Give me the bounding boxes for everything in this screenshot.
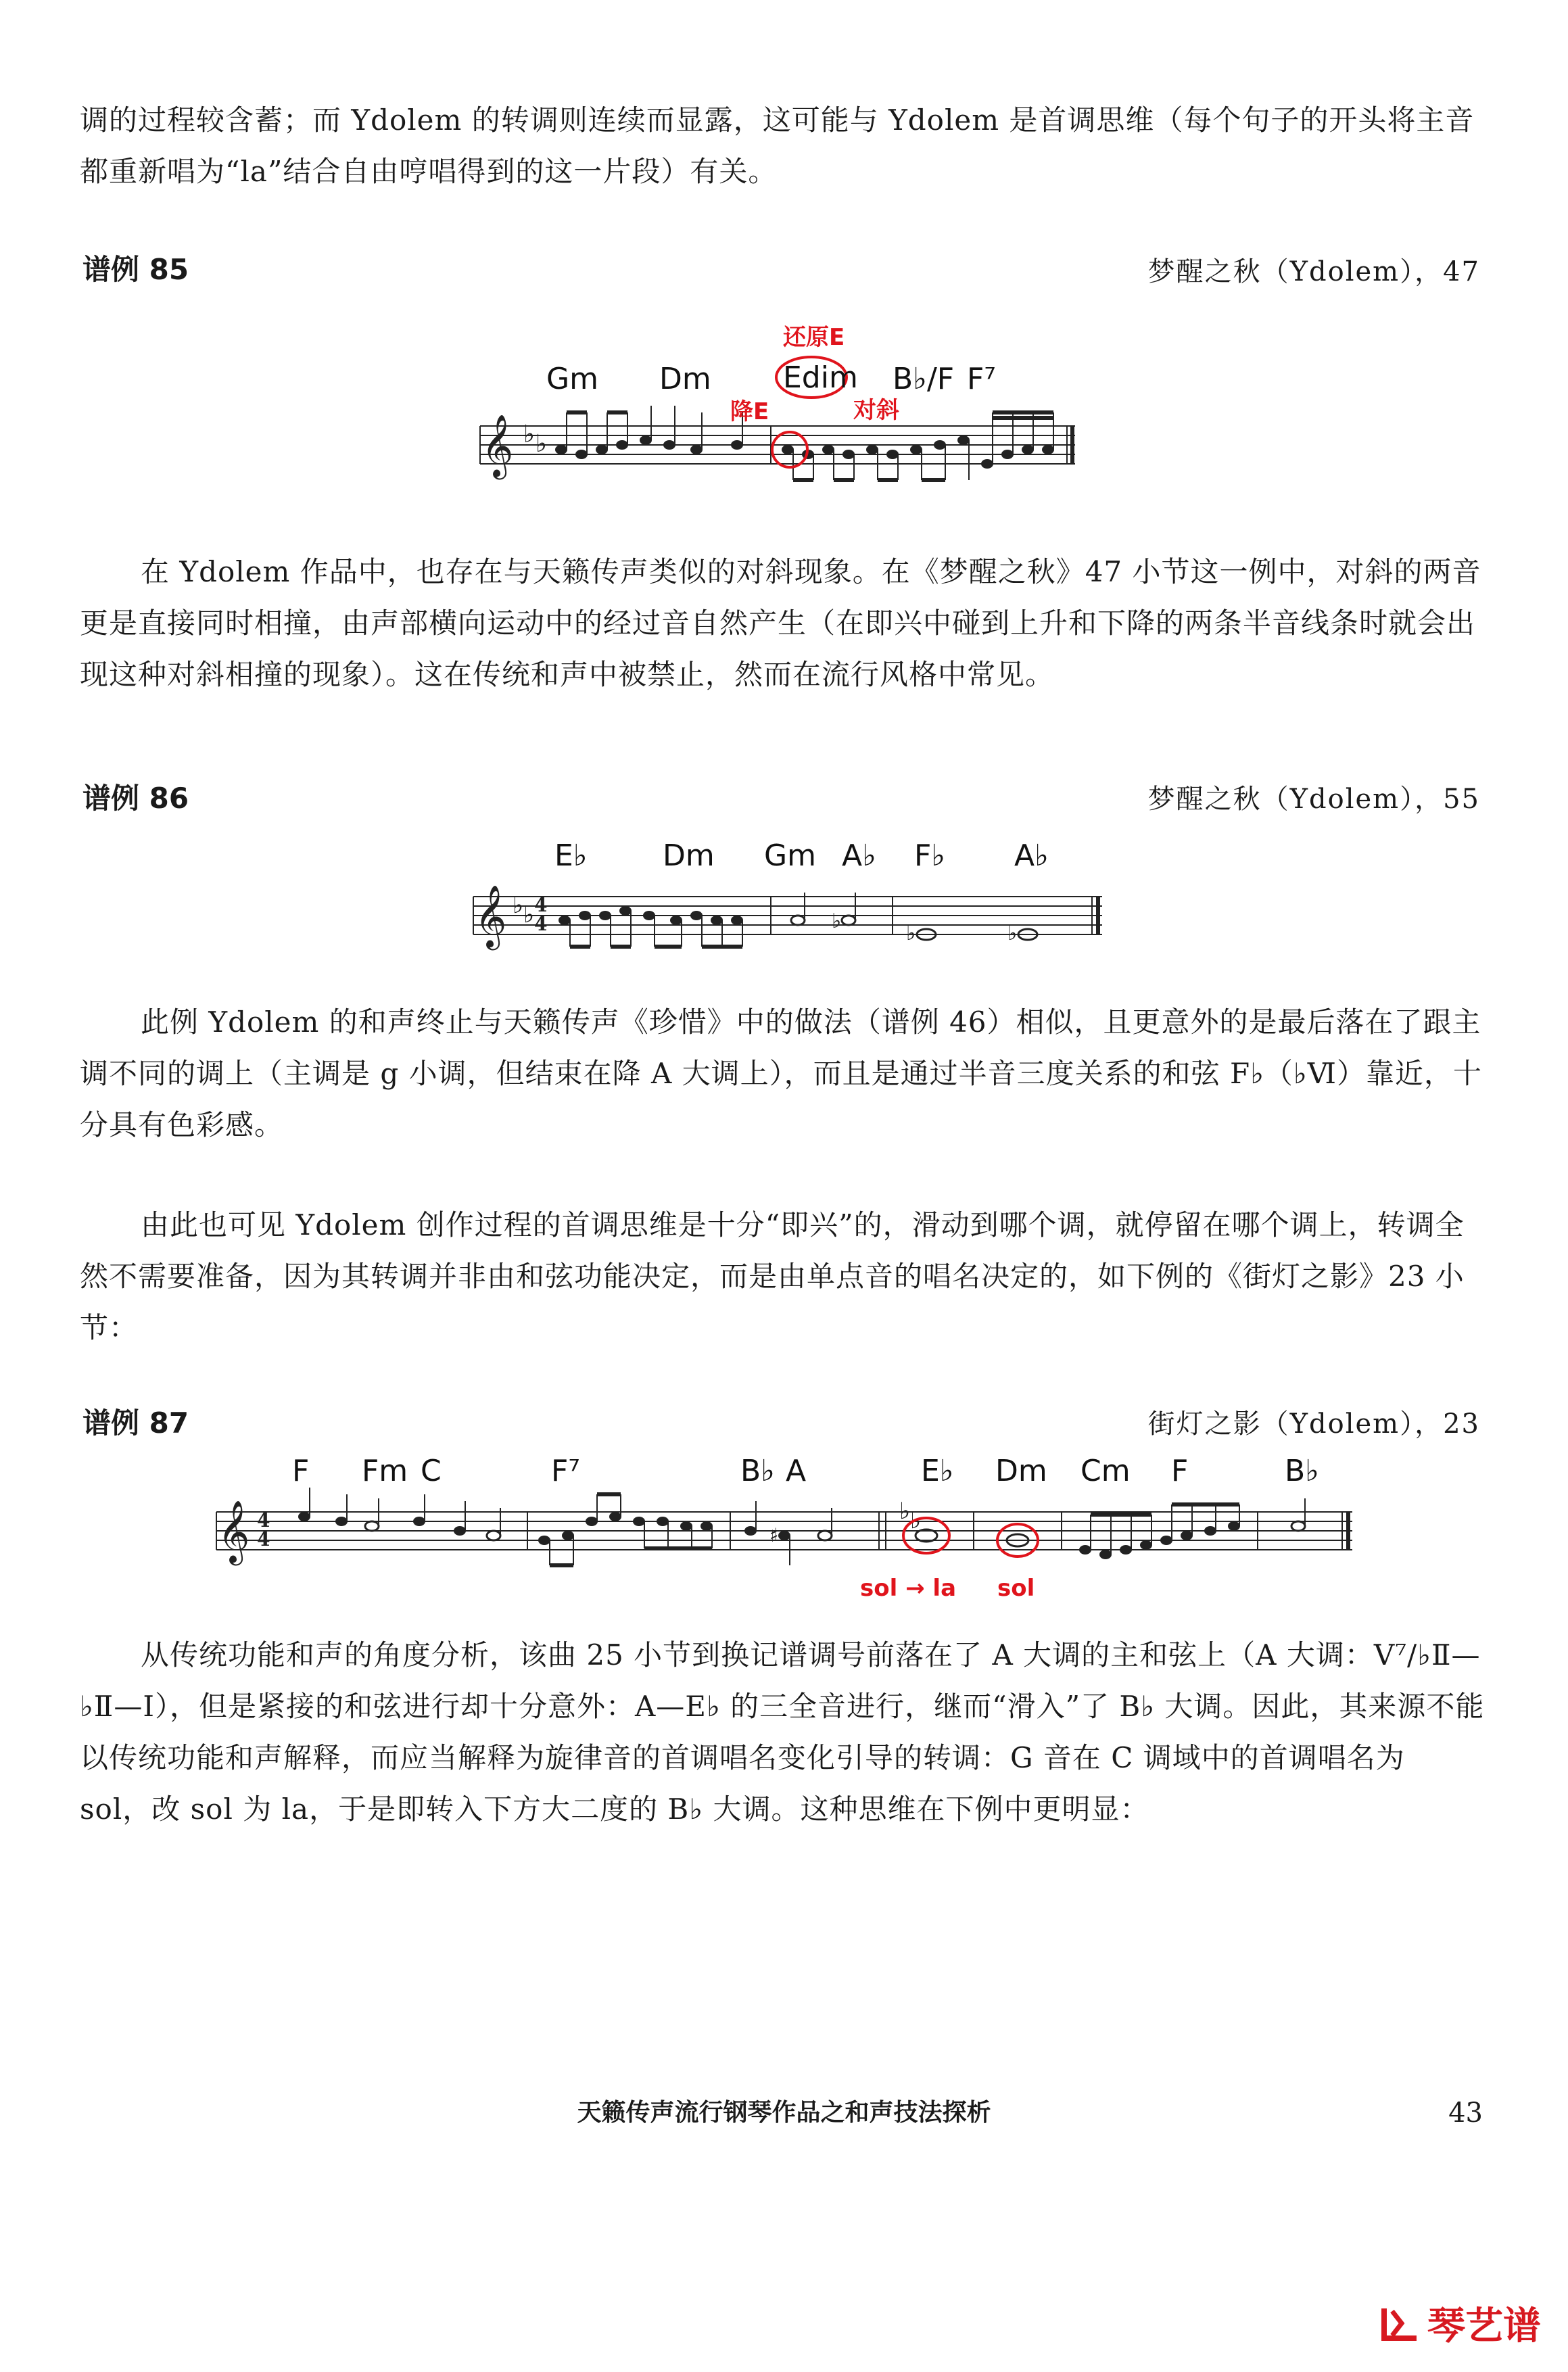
annotation-natural-e: 还原E [783,324,845,351]
example-85-source: 梦醒之秋（Ydolem），47 [1147,256,1480,287]
svg-text:♭: ♭ [899,1498,911,1525]
chord-label: Gm [764,838,816,873]
svg-text:♭: ♭ [1007,922,1018,945]
chord-label: Fm [362,1454,408,1488]
paragraph-3: 此例 Ydolem 的和声终止与天籁传声《珍惜》中的做法（谱例 46）相似，且更意外的是最后落在了跟主调不同的调上（主调是 g 小调，但结束在降 A 大调上），而且是通过半音三度关系的和弦 F♭（♭Ⅵ）靠近，十分具有色彩感。 [80,1005,1482,1141]
paragraph-1: 调的过程较含蓄；而 Ydolem 的转调则连续而显露，这可能与 Ydolem 是首调思维（每个句子的开头将主音都重新唱为“la”结合自由哼唱得到的这一片段）有关。 [80,103,1475,188]
example-86-source: 梦醒之秋（Ydolem），55 [1147,784,1480,815]
page-number: 43 [1448,2097,1483,2129]
footer-title: 天籁传声流行钢琴作品之和声技法探析 [577,2099,991,2127]
treble-clef-icon: 𝄞 [481,414,514,477]
chord-label: F [1171,1454,1189,1488]
example-85-score [467,318,1089,507]
svg-text:♭: ♭ [536,430,547,458]
chord-label: A♭ [1014,838,1049,873]
chord-label: Gm [546,362,598,396]
example-86-score [460,832,1109,967]
svg-text:♭: ♭ [832,909,842,933]
chord-label: Dm [659,362,711,396]
chord-label: F⁷ [967,362,996,396]
chord-label: B♭ [1285,1454,1319,1488]
chord-label: Edim [783,360,858,395]
svg-text:♭: ♭ [523,421,535,448]
svg-text:♯: ♯ [769,1524,779,1546]
brand-name: 琴艺谱 [1427,2304,1541,2348]
chord-label: A♭ [842,838,876,873]
chord-label: A [786,1454,807,1488]
svg-text:4: 4 [257,1509,270,1532]
svg-text:♭: ♭ [910,1507,922,1534]
svg-text:♭: ♭ [523,901,535,928]
svg-text:♭: ♭ [513,892,524,919]
chord-label: B♭ [740,1454,775,1488]
example-85-label: 谱例 85 [82,253,189,286]
example-87-score [203,1447,1366,1609]
paragraph-5: 从传统功能和声的角度分析，该曲 25 小节到换记谱调号前落在了 A 大调的主和弦上（A 大调：V⁷/♭Ⅱ—♭Ⅱ—Ⅰ），但是紧接的和弦进行却十分意外：A—E♭ 的三全音进行，继而“滑入”了 B♭ 大调。因此，其来源不能以传统功能和声解释，而应当解释为旋律音的首调唱名变化引导的转调：G 音在 C 调域中的首调唱名为 sol，改 sol 为 la，于是即转入下方大二度的 B♭ 大调。这种思维在下例中更明显： [80,1638,1485,1826]
example-86-label: 谱例 86 [82,782,189,815]
example-87-source: 街灯之影（Ydolem），23 [1147,1408,1480,1440]
svg-text:4: 4 [257,1528,270,1550]
sol-la-circle [903,1518,949,1553]
annotation-sol: sol [997,1575,1035,1602]
brand-watermark [1379,2296,1541,2350]
chord-label: F [292,1454,310,1488]
svg-text:♭: ♭ [906,922,916,945]
chord-label: Dm [663,838,715,873]
chord-label: Cm [1080,1454,1131,1488]
treble-clef-icon: 𝄞 [475,884,507,947]
paragraph-2: 在 Ydolem 作品中，也存在与天籁传声类似的对斜现象。在《梦醒之秋》47 小节这一例中，对斜的两音更是直接同时相撞，由声部横向运动中的经过音自然产生（在即兴中碰到上升和下降的两条半音线条时就会出现这种对斜相撞的现象）。这在传统和声中被禁止，然而在流行风格中常见。 [80,555,1481,691]
svg-text:4: 4 [534,894,548,916]
chord-label: F♭ [914,838,946,873]
example-87-label: 谱例 87 [82,1406,189,1440]
chord-label: C [421,1454,442,1488]
svg-text:4: 4 [534,913,548,935]
chord-label: E♭ [921,1454,954,1488]
chord-label: Dm [995,1454,1047,1488]
treble-clef-icon: 𝄞 [218,1500,250,1563]
chord-label: F⁷ [551,1454,580,1488]
chord-label: B♭/F [893,362,955,396]
paragraph-4: 由此也可见 Ydolem 创作过程的首调思维是十分“即兴”的，滑动到哪个调，就停留在哪个调上，转调全然不需要准备，因为其转调并非由和弦功能决定，而是由单点音的唱名决定的，如下例的《街灯之影》23 小节： [80,1208,1465,1344]
chord-label: E♭ [554,838,588,873]
annotation-sol-la: sol → la [860,1575,957,1602]
annotation-cross-relation: 对斜 [853,397,899,424]
annotation-flat-e: 降E [730,398,769,425]
brand-logo-icon [1379,2302,1422,2345]
